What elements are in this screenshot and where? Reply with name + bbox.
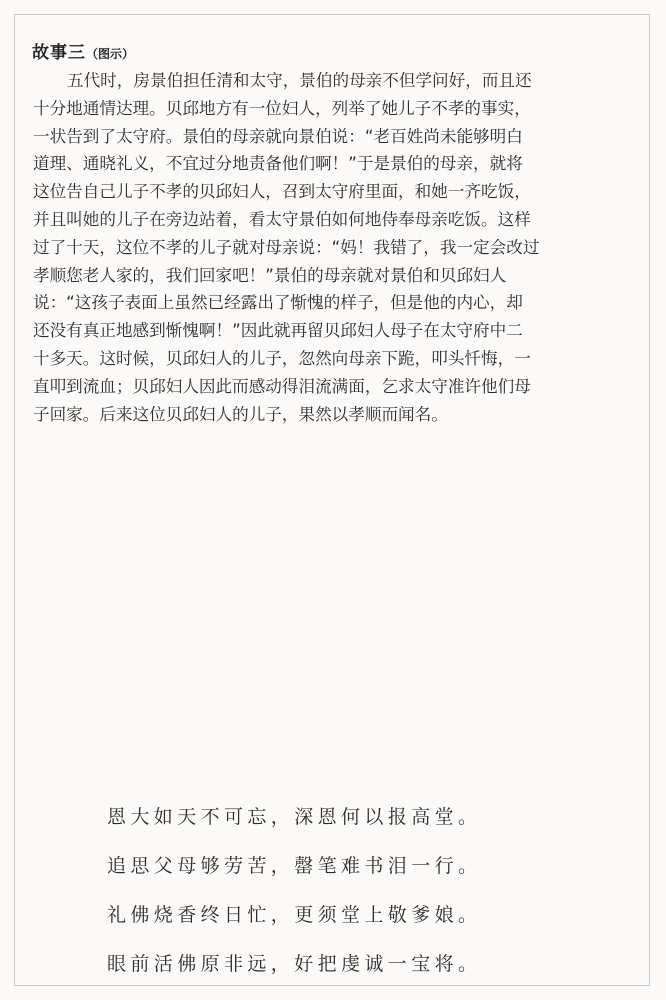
story-line: 子回家。后来这位贝邱妇人的儿子，果然以孝顺而闻名。: [33, 404, 448, 424]
story-line: 直叩到流血；贝邱妇人因此而感动得泪流满面，乞求太守准许他们母: [33, 376, 531, 396]
story-body: [33, 67, 631, 428]
story-line: 五代时，房景伯担任清和太守，景伯的母亲不但学问好，而且还: [67, 71, 532, 90]
story-title: 故事三: [32, 43, 86, 63]
story-line: 还没有真正地感到惭愧啊！”因此就再留贝邱妇人母子在太守府中二: [33, 321, 523, 341]
story-subtitle: （图示）: [86, 47, 135, 61]
story-line: 并且叫她的儿子在旁边站着，看太守景伯如何地侍奉母亲吃饭。这样: [33, 209, 531, 229]
story-line: 孝顺您老人家的，我们回家吧！”景伯的母亲就对景伯和贝邱妇人: [33, 265, 507, 285]
poem: [107, 793, 607, 989]
story-line: 这位告自己儿子不孝的贝邱妇人，召到太守府里面，和她一齐吃饭，: [33, 182, 531, 202]
poem-line: 礼佛烧香终日忙，更须堂上敬爹娘。: [107, 904, 482, 926]
story-heading: [32, 38, 134, 63]
poem-line: 恩大如天不可忘，深恩何以报高堂。: [107, 806, 482, 828]
story-line: 十多天。这时候，贝邱妇人的儿子，忽然向母亲下跪，叩头忏悔，一: [33, 348, 531, 368]
story-line: 说：“这孩子表面上虽然已经露出了惭愧的样子，但是他的内心，却: [33, 293, 523, 313]
story-line: 十分地通情达理。贝邱地方有一位妇人，列举了她儿子不孝的事实，: [33, 98, 531, 118]
story-line: 一状告到了太守府。景伯的母亲就向景伯说：“老百姓尚未能够明白: [33, 126, 523, 146]
story-line: 道理、通晓礼义，不宜过分地责备他们啊！”于是景伯的母亲，就将: [33, 154, 523, 174]
story-line: 过了十天，这位不孝的儿子就对母亲说：“妈！我错了，我一定会改过: [33, 237, 540, 257]
poem-line: 追思父母够劳苦，罄笔难书泪一行。: [107, 855, 482, 877]
poem-line: 眼前活佛原非远，好把虔诚一宝将。: [107, 953, 482, 975]
